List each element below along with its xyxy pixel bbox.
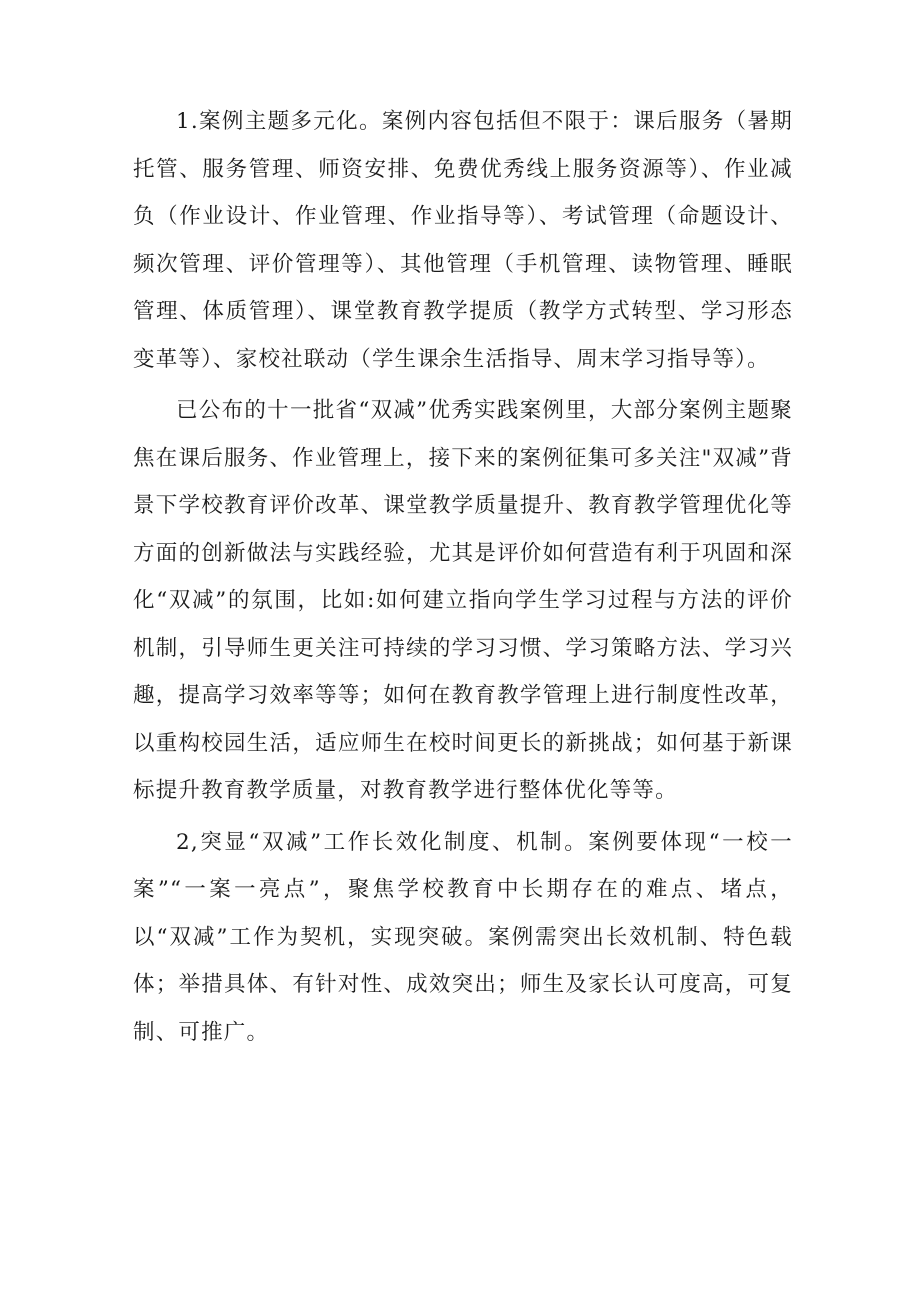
document-body xyxy=(133,98,793,1056)
paragraph-published-cases: 已公布的十一批省“双减”优秀实践案例里，大部分案例主题聚焦在课后服务、作业管理上，接下来的案例征集可多关注"双减”背景下学校教育评价改革、课堂教学质量提升、教育教学管理优化等方面的创新做法与实践经验，尤其是评价如何营造有利于巩固和深化“双减”的氛围，比如:如何建立指向学生学习过程与方法的评价机制，引导师生更关注可持续的学习习惯、学习策略方法、学习兴趣，提高学习效率等等；如何在教育教学管理上进行制度性改革，以重构校园生活，适应师生在校时间更长的新挑战；如何基于新课标提升教育教学质量，对教育教学进行整体优化等等。 xyxy=(133,398,793,803)
paragraph-long-term-mechanism: 2,突显“双减”工作长效化制度、机制。案例要体现“一校一案”“一案一亮点”，聚焦学校教育中长期存在的难点、堵点，以“双减”工作为契机，实现突破。案例需突出长效机制、特色载体；举措具体、有针对性、成效突出；师生及家长认可度高，可复制、可推广。 xyxy=(133,829,793,1045)
paragraph-case-themes: 1.案例主题多元化。案例内容包括但不限于：课后服务（暑期托管、服务管理、师资安排、免费优秀线上服务资源等）、作业减负（作业设计、作业管理、作业指导等）、考试管理（命题设计、频次管理、评价管理等）、其他管理（手机管理、读物管理、睡眠管理、体质管理）、课堂教育教学提质（教学方式转型、学习形态变革等）、家校社联动（学生课余生活指导、周末学习指导等）。 xyxy=(133,109,793,372)
